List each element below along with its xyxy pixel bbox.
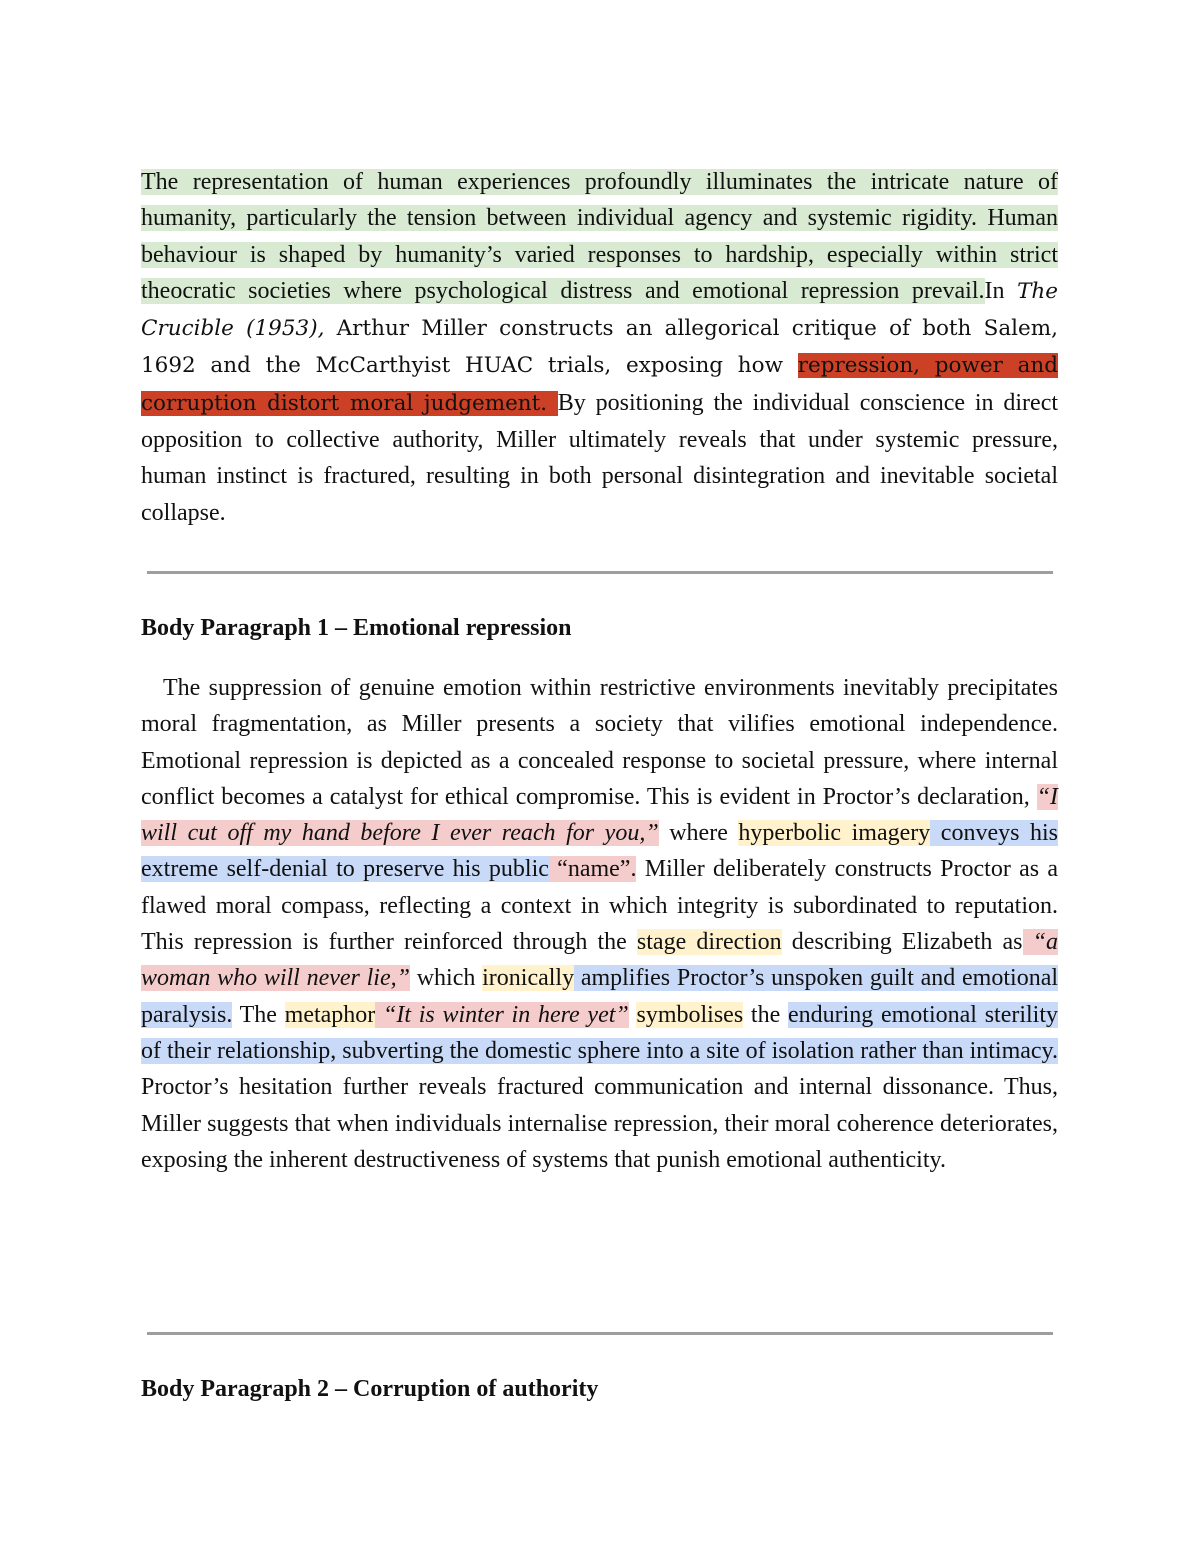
effect-highlight: enduring emotional sterility of their relationship, subverting the domestic sphere into a site of isolation rather than intimacy. (141, 1001, 1059, 1064)
body-text: describing Elizabeth as (781, 929, 1023, 956)
technique-highlight: hyperbolic imagery (738, 820, 931, 847)
intro-text: In (984, 277, 1018, 304)
quote-highlight: “name”. (548, 856, 637, 883)
technique-highlight: symbolises (636, 1001, 744, 1028)
effect-highlight: amplifies Proctor’s unspoken guilt and emotional paralysis. (141, 965, 1059, 1028)
body-paragraph-1 (141, 670, 1058, 1178)
body-text: the (743, 1001, 788, 1028)
body-text: Proctor’s hesitation further reveals fractured communication and internal dissonance. Thus, Miller suggests that when individuals internalise repression, their moral coherence deteriorates, exposing the inherent destructiveness of systems that punish emotional authenticity. (141, 1074, 1058, 1173)
quote-highlight: “a woman who will never lie,” (141, 929, 1058, 992)
text-title: The Crucible (1953), (141, 278, 1059, 342)
effect-highlight: conveys his extreme self-denial to preserve his public (141, 820, 1059, 883)
section-heading-body1: Body Paragraph 1 – Emotional repression (141, 615, 572, 641)
quote-highlight: “I will cut off my hand before I ever reach for you,” (141, 783, 1058, 847)
intro-conclusion: By positioning the individual conscience in direct opposition to collective authority, Miller ultimately reveals that under systemic pressure, human instinct is fractured, resulting in both personal disintegration and inevitable societal collapse. (141, 389, 1059, 526)
quote-highlight: “It is winter in here yet” (375, 1001, 629, 1028)
context-text: Arthur Miller constructs an allegorical critique of both Salem, 1692 and the McCarthyist HUAC trials, exposing how (141, 316, 1058, 379)
key-phrase-highlight: repression, power and corruption distort moral judgement. (141, 353, 1058, 416)
section-divider (147, 1332, 1053, 1335)
introduction-paragraph (141, 164, 1058, 531)
body-text: The (232, 1001, 285, 1028)
body-text: The suppression of genuine emotion within restrictive environments inevitably precipitates moral fragmentation, as Miller presents a society that vilifies emotional independence. Emotional repression is depicted as a concealed response to societal pressure, where internal conflict becomes a catalyst for ethical compromise. This is evident in Proctor’s declaration, (141, 675, 1058, 810)
thesis-highlight: The representation of human experiences profoundly illuminates the intricate nature of humanity, particularly the tension between individual agency and systemic rigidity. Human behaviour is shaped by humanity’s varied responses to hardship, especially within strict theocratic societies where psychological distress and emotional repression prevail. (141, 169, 1058, 304)
body-text: Miller deliberately constructs Proctor as a flawed moral compass, reflecting a context in which integrity is subordinated to reputation. This repression is further reinforced through the (141, 856, 1059, 956)
body-text: which (409, 965, 483, 992)
document-page (141, 164, 1059, 1402)
technique-highlight: ironically (482, 965, 575, 992)
technique-highlight: stage direction (636, 929, 782, 956)
body-text: where (658, 820, 739, 847)
technique-highlight: metaphor (284, 1001, 376, 1028)
section-heading-body2: Body Paragraph 2 – Corruption of authority (141, 1376, 599, 1402)
section-divider (147, 571, 1053, 574)
